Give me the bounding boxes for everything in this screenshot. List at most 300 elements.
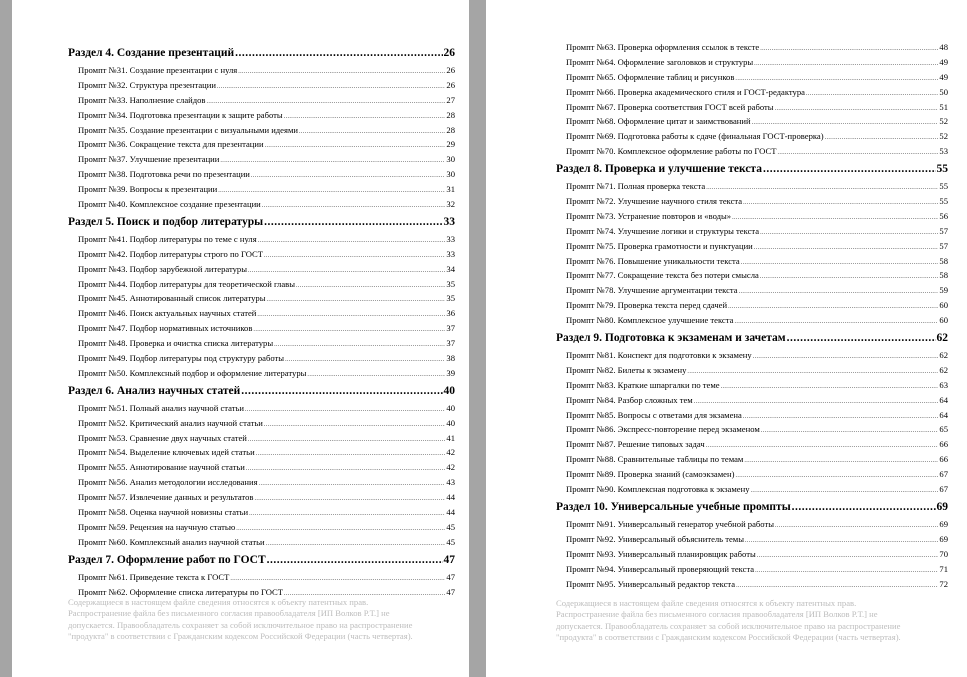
- dot-leader: [238, 65, 445, 75]
- toc-entry[interactable]: [556, 241, 948, 256]
- page-number: 44: [446, 492, 455, 503]
- toc-entry-title: Промпт №90. Комплексная подготовка к экзамену: [566, 484, 750, 495]
- dot-leader: [787, 332, 936, 344]
- page-number: 34: [446, 263, 455, 274]
- toc-entry-title: Промпт №89. Проверка знаний (самоэкзамен): [566, 469, 735, 480]
- toc-entry-title: Промпт №54. Выделение ключевых идей статьи: [78, 447, 255, 458]
- toc-entry-title: Промпт №76. Повышение уникальности текста: [566, 255, 740, 266]
- toc-entry-title: Промпт №65. Оформление таблиц и рисунков: [566, 71, 735, 82]
- toc-entry[interactable]: [556, 57, 948, 72]
- toc-entry-title: Промпт №71. Полная проверка текста: [566, 181, 706, 192]
- page-number: 69: [936, 500, 948, 513]
- toc-entry[interactable]: [68, 537, 455, 552]
- toc-entry[interactable]: [68, 477, 455, 492]
- page-number: 71: [939, 563, 948, 574]
- page-number: 63: [939, 379, 948, 390]
- toc-entry-title: Промпт №63. Проверка оформления ссылок в тексте: [566, 42, 760, 52]
- page-number: 33: [446, 233, 455, 244]
- page-number: 37: [446, 338, 455, 349]
- toc-entry[interactable]: [68, 403, 455, 418]
- toc-entry-title: Промпт №46. Поиск актуальных научных статей: [78, 308, 257, 319]
- toc-section-heading-title: Раздел 5. Поиск и подбор литературы: [68, 215, 264, 228]
- toc-entry-title: Промпт №38. Подготовка речи по презентации: [78, 169, 250, 180]
- page-number: 37: [446, 323, 455, 334]
- toc-entry[interactable]: [68, 65, 455, 80]
- toc-entry[interactable]: [68, 572, 455, 587]
- toc-section-heading-title: Раздел 6. Анализ научных статей: [68, 384, 241, 397]
- toc-entry-title: Промпт №81. Конспект для подготовки к экзамену: [566, 350, 752, 361]
- toc-entry-title: Промпт №75. Проверка грамотности и пунктуации: [566, 240, 753, 251]
- page-number: 57: [939, 240, 948, 251]
- page-number: 52: [939, 131, 948, 142]
- page-number: 62: [939, 350, 948, 361]
- dot-leader: [245, 403, 445, 413]
- page-number: 35: [446, 293, 455, 304]
- toc-entry[interactable]: [556, 549, 948, 564]
- page-number: 30: [446, 154, 455, 165]
- toc-entry[interactable]: [68, 293, 455, 308]
- dot-leader: [264, 249, 445, 259]
- dot-leader: [735, 469, 938, 479]
- toc-entry-title: Промпт №95. Универсальный редактор текста: [566, 578, 736, 589]
- page-number: 26: [443, 47, 455, 59]
- toc-entry-title: Промпт №77. Сокращение текста без потери смысла: [566, 270, 759, 281]
- page-number: 55: [939, 181, 948, 192]
- toc-entry-title: Промпт №66. Проверка академического стиля и ГОСТ-редактура: [566, 86, 805, 97]
- toc-entry-title: Промпт №39. Вопросы к презентации: [78, 184, 218, 195]
- page-number: 38: [446, 353, 455, 364]
- page-number: 36: [446, 308, 455, 319]
- dot-leader: [792, 501, 936, 513]
- dot-leader: [687, 365, 938, 375]
- toc-entry[interactable]: [556, 256, 948, 271]
- toc-entry[interactable]: [556, 380, 948, 395]
- toc-entry-title: Промпт №36. Сокращение текста для презентации: [78, 139, 264, 150]
- toc-entry[interactable]: [556, 72, 948, 87]
- dot-leader: [241, 385, 442, 397]
- dot-leader: [753, 350, 939, 360]
- toc-entry-title: Промпт №62. Оформление списка литературы по ГОСТ: [78, 586, 284, 597]
- toc-entry-title: Промпт №59. Рецензия на научную статью: [78, 521, 236, 532]
- dot-leader: [206, 95, 445, 105]
- toc-entry-title: Промпт №86. Экспресс-повторение перед экзаменом: [566, 424, 760, 435]
- toc-entry-title: Промпт №35. Создание презентации с визуальными идеями: [78, 124, 298, 135]
- toc-left: [68, 45, 455, 602]
- toc-entry[interactable]: [68, 264, 455, 279]
- toc-entry[interactable]: [556, 410, 948, 425]
- toc-section-heading[interactable]: [556, 332, 948, 350]
- toc-entry[interactable]: [68, 95, 455, 110]
- page-number: 40: [446, 402, 455, 413]
- dot-leader: [760, 226, 938, 236]
- toc-entry[interactable]: [556, 395, 948, 410]
- dot-leader: [230, 572, 445, 582]
- dot-leader: [218, 184, 445, 194]
- dot-leader: [257, 308, 445, 318]
- toc-entry-title: Промпт №50. Комплексный подбор и оформление литературы: [78, 367, 307, 378]
- toc-entry[interactable]: [556, 315, 948, 330]
- toc-entry-title: Промпт №91. Универсальный генератор учебной работы: [566, 518, 775, 529]
- page-number: 65: [939, 424, 948, 435]
- page-number: 32: [446, 199, 455, 210]
- toc-entry-title: Промпт №42. Подбор литературы строго по ГОСТ: [78, 248, 264, 259]
- toc-entry-title: Промпт №60. Комплексный анализ научной статьи: [78, 536, 265, 547]
- toc-entry[interactable]: [68, 279, 455, 294]
- toc-entry[interactable]: [68, 522, 455, 537]
- dot-leader: [251, 169, 446, 179]
- page-number: 47: [446, 586, 455, 597]
- dot-leader: [220, 154, 445, 164]
- page-number: 49: [939, 71, 948, 82]
- dot-leader: [256, 447, 446, 457]
- dot-leader: [825, 131, 939, 141]
- toc-entry[interactable]: [68, 154, 455, 169]
- dot-leader: [236, 522, 445, 532]
- page-number: 35: [446, 278, 455, 289]
- toc-entry[interactable]: [556, 534, 948, 549]
- dot-leader: [728, 300, 938, 310]
- footer-line: Распространение файла без письменного согласия правообладателя [ИП Волков Р.Т.] не: [556, 609, 878, 620]
- page-number: 44: [446, 507, 455, 518]
- toc-entry-title: Промпт №47. Подбор нормативных источников: [78, 323, 253, 334]
- toc-entry[interactable]: [68, 447, 455, 462]
- toc-entry[interactable]: [68, 492, 455, 507]
- toc-entry[interactable]: [68, 199, 455, 214]
- dot-leader: [806, 87, 938, 97]
- toc-entry-title: Промпт №73. Устранение повторов и «воды»: [566, 210, 732, 221]
- dot-leader: [253, 323, 445, 333]
- dot-leader: [760, 42, 938, 52]
- toc-entry[interactable]: [556, 181, 948, 196]
- toc-entry[interactable]: [556, 469, 948, 484]
- dot-leader: [777, 146, 938, 156]
- dot-leader: [761, 424, 939, 434]
- toc-entry-title: Промпт №78. Улучшение аргументации текста: [566, 285, 738, 296]
- page-number: 55: [939, 196, 948, 207]
- toc-entry-title: Промпт №57. Извлечение данных и результатов: [78, 492, 254, 503]
- toc-entry-title: Промпт №70. Комплексное оформление работы по ГОСТ: [566, 146, 777, 157]
- page-number: 47: [446, 571, 455, 582]
- dot-leader: [265, 139, 446, 149]
- toc-entry[interactable]: [556, 564, 948, 579]
- copyright-footer: [68, 597, 413, 642]
- page-number: 40: [446, 417, 455, 428]
- dot-leader: [743, 196, 938, 206]
- dot-leader: [284, 587, 445, 597]
- toc-entry-title: Промпт №87. Решение типовых задач: [566, 439, 705, 450]
- toc-entry-title: Промпт №49. Подбор литературы под структуру работы: [78, 353, 285, 364]
- dot-leader: [307, 368, 445, 378]
- page-number: 49: [939, 56, 948, 67]
- toc-entry-title: Промпт №45. Аннотированный список литературы: [78, 293, 266, 304]
- page-number: 58: [939, 270, 948, 281]
- dot-leader: [721, 380, 939, 390]
- toc-entry[interactable]: [68, 338, 455, 353]
- dot-leader: [254, 492, 445, 502]
- toc-entry-title: Промпт №52. Критический анализ научной статьи: [78, 417, 263, 428]
- dot-leader: [264, 418, 446, 428]
- page-number: 56: [939, 210, 948, 221]
- toc-entry-title: Промпт №51. Полный анализ научной статьи: [78, 402, 244, 413]
- toc-entry-title: Промпт №68. Оформление цитат и заимствований: [566, 116, 751, 127]
- toc-entry[interactable]: [556, 365, 948, 380]
- toc-entry[interactable]: [68, 433, 455, 448]
- dot-leader: [267, 554, 443, 566]
- toc-entry-title: Промпт №80. Комплексное улучшение текста: [566, 315, 734, 326]
- toc-entry-title: Промпт №43. Подбор зарубежной литературы: [78, 263, 247, 274]
- page-number: 64: [939, 409, 948, 420]
- toc-section-heading-title: Раздел 10. Универсальные учебные промпты: [556, 500, 791, 513]
- toc-entry[interactable]: [68, 368, 455, 383]
- dot-leader: [757, 549, 939, 559]
- dot-leader: [235, 47, 442, 59]
- toc-entry-title: Промпт №34. Подготовка презентации к защите работы: [78, 109, 283, 120]
- page-number: 26: [446, 79, 455, 90]
- dot-leader: [754, 57, 938, 67]
- toc-entry[interactable]: [556, 131, 948, 146]
- document-page-right: [486, 0, 967, 677]
- toc-entry[interactable]: [68, 110, 455, 125]
- page-number: 45: [446, 521, 455, 532]
- page-number: 67: [939, 484, 948, 495]
- toc-entry-title: Промпт №58. Оценка научной новизны статьи: [78, 507, 249, 518]
- page-number: 72: [939, 578, 948, 589]
- dot-leader: [736, 579, 938, 589]
- toc-entry-title: Промпт №53. Сравнение двух научных статей: [78, 432, 247, 443]
- dot-leader: [249, 507, 445, 517]
- page-number: 53: [939, 146, 948, 157]
- page-number: 28: [446, 124, 455, 135]
- dot-leader: [775, 102, 939, 112]
- toc-entry[interactable]: [68, 323, 455, 338]
- dot-leader: [775, 519, 938, 529]
- footer-line: "продукта" в соответствии с Гражданским кодексом Российской Федерации (часть четвертая).: [68, 630, 413, 641]
- toc-entry-title: Промпт №85. Вопросы с ответами для экзамена: [566, 409, 742, 420]
- toc-entry[interactable]: [556, 300, 948, 315]
- toc-entry[interactable]: [68, 418, 455, 433]
- toc-entry-title: Промпт №37. Улучшение презентации: [78, 154, 220, 165]
- toc-entry[interactable]: [68, 125, 455, 140]
- toc-section-heading-title: Раздел 9. Подготовка к экзаменам и зачетам: [556, 332, 786, 345]
- dot-leader: [296, 279, 445, 289]
- toc-section-heading[interactable]: [556, 501, 948, 519]
- footer-line: допускается. Правообладатель сохраняет за собой исключительное право на распространение: [68, 619, 413, 630]
- toc-entry[interactable]: [68, 353, 455, 368]
- toc-entry[interactable]: [68, 80, 455, 95]
- toc-entry[interactable]: [68, 169, 455, 184]
- page-number: 29: [446, 139, 455, 150]
- toc-entry[interactable]: [68, 308, 455, 323]
- page-number: 52: [939, 116, 948, 127]
- page-number: 64: [939, 394, 948, 405]
- toc-entry[interactable]: [556, 211, 948, 226]
- toc-entry[interactable]: [556, 116, 948, 131]
- dot-leader: [706, 439, 939, 449]
- page-number: 42: [446, 447, 455, 458]
- page-number: 28: [446, 109, 455, 120]
- page-number: 43: [446, 477, 455, 488]
- dot-leader: [755, 564, 938, 574]
- page-number: 48: [939, 42, 948, 52]
- toc-entry[interactable]: [68, 234, 455, 249]
- page-number: 45: [446, 536, 455, 547]
- page-number: 51: [939, 101, 948, 112]
- toc-section-heading[interactable]: [68, 216, 455, 234]
- footer-line: допускается. Правообладатель сохраняет за собой исключительное право на распространение: [556, 620, 901, 631]
- dot-leader: [259, 477, 446, 487]
- toc-entry[interactable]: [556, 579, 948, 594]
- dot-leader: [258, 234, 446, 244]
- toc-entry-title: Промпт №79. Проверка текста перед сдачей: [566, 300, 728, 311]
- dot-leader: [751, 484, 939, 494]
- toc-entry[interactable]: [68, 139, 455, 154]
- dot-leader: [754, 241, 939, 251]
- toc-entry-title: Промпт №92. Универсальный объяснитель темы: [566, 533, 745, 544]
- toc-section-heading[interactable]: [68, 554, 455, 572]
- toc-section-heading-title: Раздел 4. Создание презентаций: [68, 47, 235, 59]
- page-number: 62: [939, 364, 948, 375]
- dot-leader: [248, 433, 446, 443]
- toc-entry[interactable]: [556, 439, 948, 454]
- dot-leader: [741, 256, 939, 266]
- page-number: 70: [939, 548, 948, 559]
- toc-entry[interactable]: [556, 350, 948, 365]
- toc-entry[interactable]: [556, 454, 948, 469]
- page-number: 50: [939, 86, 948, 97]
- page-number: 26: [446, 65, 455, 75]
- toc-entry-title: Промпт №88. Сравнительные таблицы по темам: [566, 454, 744, 465]
- page-number: 66: [939, 454, 948, 465]
- page-number: 60: [939, 300, 948, 311]
- document-page-left: [12, 0, 469, 677]
- toc-entry-title: Промпт №84. Разбор сложных тем: [566, 394, 693, 405]
- toc-entry[interactable]: [68, 249, 455, 264]
- page-number: 31: [446, 184, 455, 195]
- dot-leader: [285, 353, 445, 363]
- dot-leader: [262, 199, 446, 209]
- toc-section-heading[interactable]: [68, 385, 455, 403]
- toc-entry[interactable]: [556, 519, 948, 534]
- page-number: 69: [939, 518, 948, 529]
- toc-entry[interactable]: [556, 87, 948, 102]
- toc-entry[interactable]: [68, 462, 455, 477]
- page-number: 40: [443, 384, 455, 397]
- dot-leader: [248, 264, 445, 274]
- toc-entry-title: Промпт №55. Аннотирование научной статьи: [78, 462, 245, 473]
- dot-leader: [743, 410, 939, 420]
- toc-entry-title: Промпт №61. Приведение текста к ГОСТ: [78, 571, 230, 582]
- dot-leader: [299, 125, 445, 135]
- toc-entry-title: Промпт №67. Проверка соответствия ГОСТ всей работы: [566, 101, 774, 112]
- toc-entry-title: Промпт №64. Оформление заголовков и структуры: [566, 56, 754, 67]
- page-number: 60: [939, 315, 948, 326]
- toc-entry-title: Промпт №82. Билеты к экзамену: [566, 364, 687, 375]
- dot-leader: [760, 270, 939, 280]
- footer-line: Распространение файла без письменного согласия правообладателя [ИП Волков Р.Т.] не: [68, 608, 390, 619]
- toc-entry-title: Промпт №32. Структура презентации: [78, 79, 216, 90]
- page-number: 58: [939, 255, 948, 266]
- page-number: 30: [446, 169, 455, 180]
- page-number: 57: [939, 225, 948, 236]
- dot-leader: [217, 80, 445, 90]
- toc-entry[interactable]: [556, 226, 948, 241]
- footer-line: "продукта" в соответствии с Гражданским кодексом Российской Федерации (часть четвертая).: [556, 631, 901, 642]
- page-number: 59: [939, 285, 948, 296]
- toc-entry-title: Промпт №83. Краткие шпаргалки по теме: [566, 379, 720, 390]
- dot-leader: [246, 462, 446, 472]
- toc-entry[interactable]: [556, 270, 948, 285]
- dot-leader: [266, 293, 445, 303]
- footer-line: Содержащиеся в настоящем файле сведения относятся к объекту патентных прав.: [556, 598, 857, 608]
- toc-entry-title: Промпт №69. Подготовка работы к сдаче (финальная ГОСТ-проверка): [566, 131, 824, 142]
- toc-entry-title: Промпт №31. Создание презентации с нуля: [78, 65, 238, 75]
- toc-entry[interactable]: [556, 484, 948, 499]
- page-number: 67: [939, 469, 948, 480]
- toc-entry[interactable]: [556, 285, 948, 300]
- page-number: 33: [446, 248, 455, 259]
- dot-leader: [266, 537, 446, 547]
- page-number: 47: [443, 553, 455, 566]
- toc-entry[interactable]: [556, 196, 948, 211]
- toc-entry-title: Промпт №93. Универсальный планировщик работы: [566, 548, 756, 559]
- dot-leader: [735, 72, 938, 82]
- dot-leader: [752, 116, 939, 126]
- toc-entry-title: Промпт №48. Проверка и очистка списка литературы: [78, 338, 274, 349]
- toc-entry[interactable]: [556, 146, 948, 161]
- dot-leader: [734, 315, 938, 325]
- page-number: 69: [939, 533, 948, 544]
- toc-section-heading[interactable]: [68, 47, 455, 65]
- page-number: 33: [443, 215, 455, 228]
- page-number: 41: [446, 432, 455, 443]
- toc-section-heading-title: Раздел 8. Проверка и улучшение текста: [556, 163, 762, 176]
- dot-leader: [274, 338, 445, 348]
- toc-entry-title: Промпт №74. Улучшение логики и структуры текста: [566, 225, 760, 236]
- footer-line: Содержащиеся в настоящем файле сведения относятся к объекту патентных прав.: [68, 597, 369, 607]
- toc-entry[interactable]: [68, 507, 455, 522]
- dot-leader: [694, 395, 939, 405]
- copyright-footer: [556, 598, 901, 643]
- toc-right: [556, 42, 948, 593]
- toc-entry[interactable]: [556, 102, 948, 117]
- toc-entry[interactable]: [556, 42, 948, 57]
- page-number: 55: [936, 163, 948, 176]
- toc-entry[interactable]: [68, 184, 455, 199]
- dot-leader: [744, 454, 938, 464]
- page-number: 66: [939, 439, 948, 450]
- toc-entry-title: Промпт №40. Комплексное создание презентации: [78, 199, 261, 210]
- toc-entry-title: Промпт №72. Улучшение научного стиля текста: [566, 196, 743, 207]
- toc-section-heading-title: Раздел 7. Оформление работ по ГОСТ: [68, 553, 266, 566]
- page-number: 39: [446, 367, 455, 378]
- page-number: 27: [446, 94, 455, 105]
- dot-leader: [745, 534, 938, 544]
- dot-leader: [739, 285, 939, 295]
- dot-leader: [732, 211, 938, 221]
- dot-leader: [284, 110, 446, 120]
- toc-section-heading[interactable]: [556, 163, 948, 181]
- dot-leader: [264, 216, 442, 228]
- page-number: 62: [936, 332, 948, 345]
- toc-entry-title: Промпт №94. Универсальный проверяющий текста: [566, 563, 755, 574]
- toc-entry[interactable]: [556, 424, 948, 439]
- toc-entry-title: Промпт №41. Подбор литературы по теме с нуля: [78, 233, 257, 244]
- toc-entry-title: Промпт №44. Подбор литературы для теоретической главы: [78, 278, 295, 289]
- dot-leader: [706, 181, 938, 191]
- toc-entry-title: Промпт №33. Наполнение слайдов: [78, 94, 206, 105]
- page-number: 42: [446, 462, 455, 473]
- dot-leader: [763, 163, 936, 175]
